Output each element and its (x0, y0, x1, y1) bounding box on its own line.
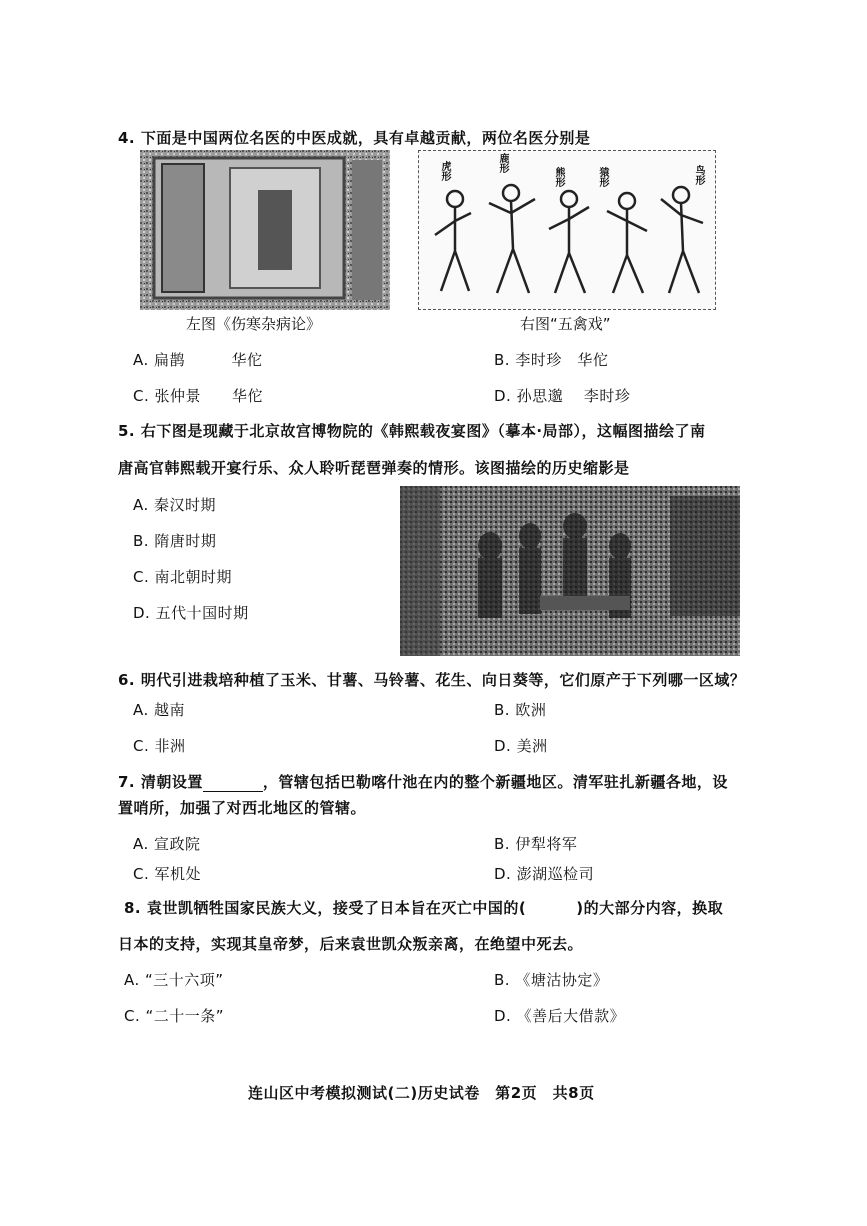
q4-option-d: D. 孙思邈 李时珍 (494, 387, 631, 405)
figure-label-bird: 鸟形 (693, 165, 704, 185)
q6-option-a: A. 越南 (133, 701, 186, 719)
q4-stem: 4. 下面是中国两位名医的中医成就，具有卓越贡献，两位名医分别是 (118, 129, 591, 147)
five-animals-exercise-image (419, 151, 715, 309)
q5-stem-line1: 5. 右下图是现藏于北京故宫博物院的《韩熙载夜宴图》（摹本·局部），这幅图描绘了南 (118, 422, 706, 440)
q7-stem-line1 (118, 772, 728, 792)
q4-option-a: A. 扁鹊 华佗 (133, 351, 263, 369)
page-footer: 连山区中考模拟测试(二)历史试卷 第2页 共8页 (248, 1084, 595, 1102)
q4-left-caption: 左图《伤寒杂病论》 (186, 315, 322, 333)
q6-option-b: B. 欧洲 (494, 701, 547, 719)
q5-option-b: B. 隋唐时期 (133, 532, 217, 550)
q4-right-caption: 右图“五禽戏” (520, 315, 611, 333)
treatise-book-image (140, 150, 390, 310)
q7-option-c: C. 军机处 (133, 865, 202, 883)
q5-stem-line2: 唐高官韩熙载开宴行乐、众人聆听琵琶弹奏的情形。该图描绘的历史缩影是 (118, 459, 630, 477)
q6-stem: 6. 明代引进栽培种植了玉米、甘薯、马铃薯、花生、向日葵等，它们原产于下列哪一区域？ (118, 671, 746, 689)
q4-right-image (418, 150, 716, 310)
night-revels-painting (400, 486, 740, 656)
figure-label-deer: 鹿形 (497, 153, 508, 173)
q7-stem-prefix: 7. 清朝设置 (118, 773, 203, 791)
q8-stem-line1 (124, 898, 723, 918)
q7-stem-line2: 置哨所，加强了对西北地区的管辖。 (118, 799, 367, 817)
q4-option-b: B. 李时珍 华佗 (494, 351, 609, 369)
q7-option-d: D. 澎湖巡检司 (494, 865, 595, 883)
q8-option-b: B. 《塘沽协定》 (494, 971, 609, 989)
q8-option-a: A. “三十六项” (124, 971, 224, 989)
q6-option-c: C. 非洲 (133, 737, 186, 755)
q6-option-d: D. 美洲 (494, 737, 548, 755)
figure-label-ape: 猿形 (597, 167, 608, 187)
q7-stem-suffix: ，管辖包括巴勒喀什池在内的整个新疆地区。清军驻扎新疆各地，设 (262, 773, 728, 791)
q5-painting-image (400, 486, 740, 656)
q8-stem-prefix: 8. 袁世凯牺牲国家民族大义，接受了日本旨在灭亡中国的( (124, 899, 527, 917)
q5-option-a: A. 秦汉时期 (133, 496, 217, 514)
figure-label-tiger: 虎形 (439, 161, 450, 181)
q4-option-c: C. 张仲景 华佗 (133, 387, 264, 405)
q8-option-c: C. “二十一条” (124, 1007, 225, 1025)
q7-option-b: B. 伊犁将军 (494, 835, 578, 853)
q8-option-d: D. 《善后大借款》 (494, 1007, 626, 1025)
q5-option-d: D. 五代十国时期 (133, 604, 249, 622)
q8-stem-suffix: )的大部分内容，换取 (576, 899, 724, 917)
figure-label-bear: 熊形 (553, 167, 564, 187)
q4-left-image (140, 150, 390, 310)
q5-option-c: C. 南北朝时期 (133, 568, 233, 586)
q7-answer-blank (203, 775, 263, 792)
q8-stem-line2: 日本的支持，实现其皇帝梦，后来袁世凯众叛亲离，在绝望中死去。 (118, 935, 584, 953)
q7-option-a: A. 宣政院 (133, 835, 201, 853)
